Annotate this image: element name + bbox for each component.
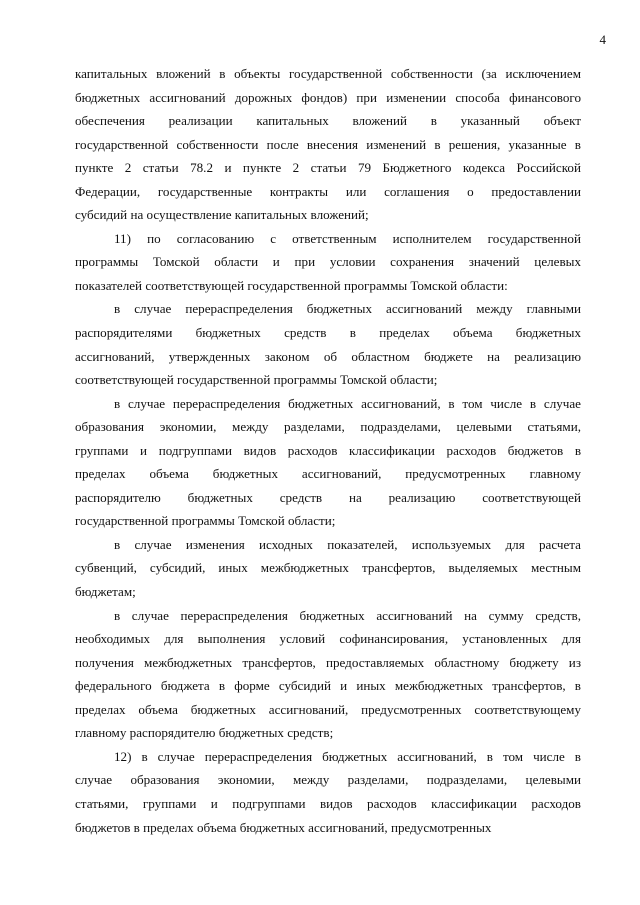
text-line: в случае перераспределения бюджетных ассигнований между главными <box>114 301 581 317</box>
text-line: в случае перераспределения бюджетных ассигнований на сумму средств, <box>114 607 581 623</box>
text-line: образования экономии, между разделами, подразделами, целевыми статьями, <box>75 419 581 435</box>
text-line: государственной собственности после внесения изменений в решения, указанные в <box>75 136 581 152</box>
text-line: 11) по согласованию с ответственным исполнителем государственной <box>114 230 581 246</box>
text-line: необходимых для выполнения условий софинансирования, установленных для <box>75 631 581 647</box>
paragraph <box>75 227 581 298</box>
paragraph <box>75 62 581 227</box>
text-line: распорядителю бюджетных средств на реализацию соответствующей <box>75 489 581 505</box>
text-line: субвенций, субсидий, иных межбюджетных трансфертов, выделяемых местным <box>75 560 581 576</box>
document-body <box>75 62 581 839</box>
page-number: 4 <box>599 32 606 47</box>
text-line: программы Томской области и при условии сохранения значений целевых <box>75 254 581 270</box>
text-line: соответствующей государственной программы Томской области; <box>75 372 438 388</box>
text-line: распорядителями бюджетных средств в пределах объема бюджетных <box>75 325 581 341</box>
text-line: ассигнований, утвержденных законом об областном бюджете на реализацию <box>75 348 581 364</box>
text-line: государственной программы Томской области; <box>75 513 336 529</box>
text-line: получения межбюджетных трансфертов, предоставляемых областному бюджету из <box>75 654 581 670</box>
paragraph <box>75 297 581 391</box>
paragraph <box>75 533 581 604</box>
text-line: капитальных вложений в объекты государственной собственности (за исключением <box>75 66 581 81</box>
text-line: статьями, группами и подгруппами видов расходов классификации расходов <box>75 795 581 811</box>
text-line: главному распорядителю бюджетных средств; <box>75 725 334 741</box>
text-line: случае образования экономии, между разделами, подразделами, целевыми <box>75 772 581 788</box>
text-line: субсидий на осуществление капитальных вложений; <box>75 207 369 223</box>
text-line: пределах объема бюджетных ассигнований, предусмотренных главному <box>75 466 581 482</box>
text-line: обеспечения реализации капитальных вложений в указанный объект <box>75 113 581 129</box>
text-line: в случае изменения исходных показателей, используемых для расчета <box>114 536 581 552</box>
text-line: бюджетов в пределах объема бюджетных ассигнований, предусмотренных <box>75 819 492 835</box>
text-line: пределах объема бюджетных ассигнований, предусмотренных соответствующему <box>75 701 581 717</box>
paragraph <box>75 392 581 533</box>
text-line: Федерации, государственные контракты или соглашения о предоставлении <box>75 183 581 199</box>
paragraph <box>75 745 581 839</box>
text-line: 12) в случае перераспределения бюджетных ассигнований, в том числе в <box>114 748 581 764</box>
text-line: бюджетных ассигнований дорожных фондов) при изменении способа финансового <box>75 89 581 105</box>
text-line: показателей соответствующей государственной программы Томской области: <box>75 277 508 293</box>
text-line: в случае перераспределения бюджетных ассигнований, в том числе в случае <box>114 395 581 411</box>
text-line: группами и подгруппами видов расходов классификации расходов бюджетов в <box>75 442 581 458</box>
paragraph <box>75 604 581 745</box>
text-line: федерального бюджета в форме субсидий и иных межбюджетных трансфертов, в <box>75 678 581 694</box>
text-line: пункте 2 статьи 78.2 и пункте 2 статьи 79 Бюджетного кодекса Российской <box>75 160 581 176</box>
text-line: бюджетам; <box>75 584 136 600</box>
